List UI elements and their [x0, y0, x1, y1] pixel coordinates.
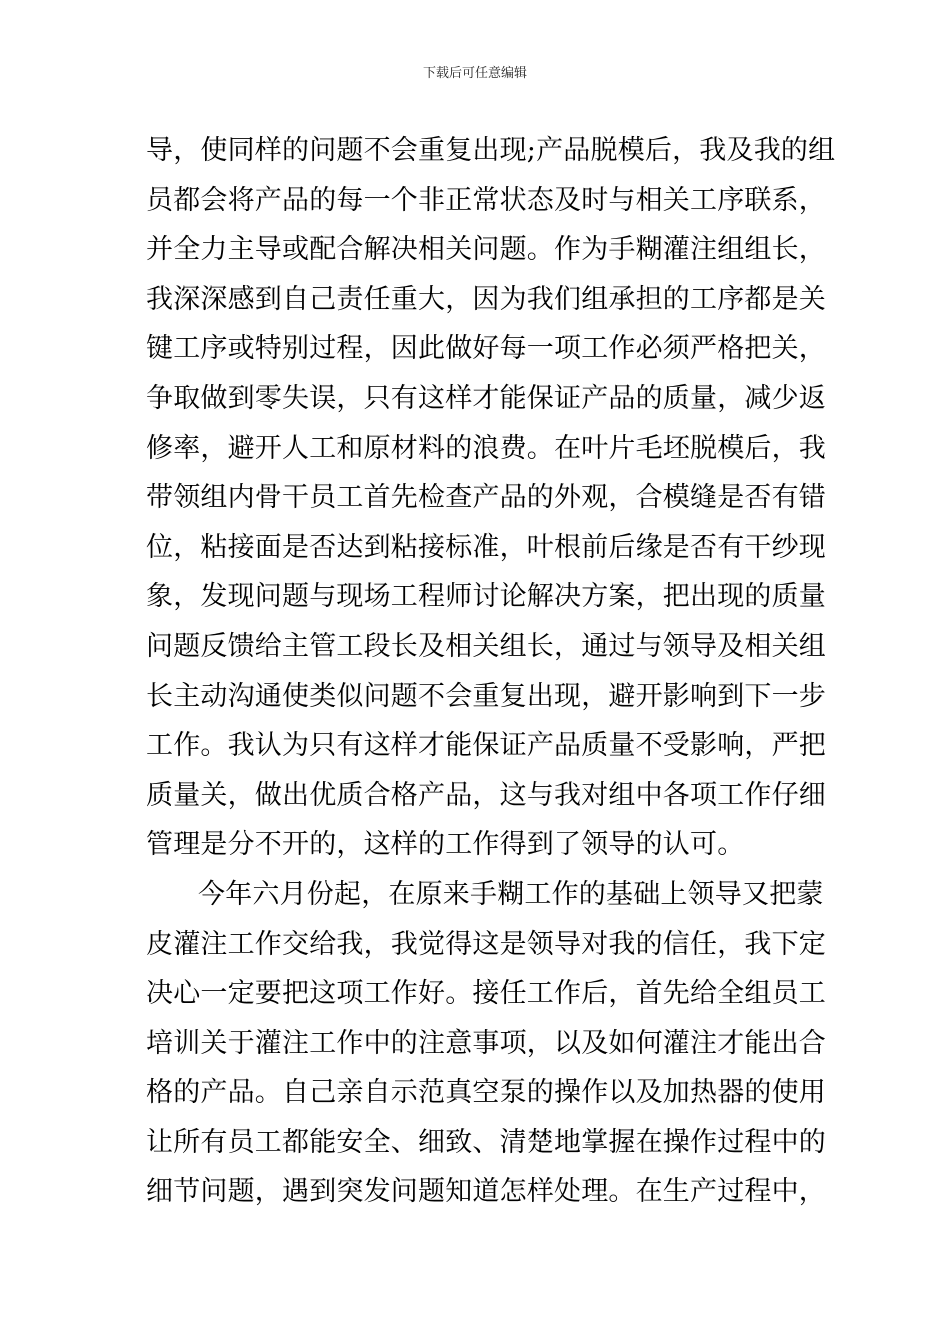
text-line: 键工序或特别过程，因此做好每一项工作必须严格把关， — [146, 333, 826, 365]
text-line: 并全力主导或配合解决相关问题。作为手糊灌注组组长， — [146, 234, 826, 266]
text-line: 质量关，做出优质合格产品，这与我对组中各项工作仔细 — [146, 779, 826, 811]
header-note: 下载后可任意编辑 — [422, 66, 527, 81]
text-line: 争取做到零失误，只有这样才能保证产品的质量，减少返 — [146, 382, 826, 414]
text-line: 长主动沟通使类似问题不会重复出现，避开影响到下一步 — [146, 680, 826, 712]
text-line: 修率，避开人工和原材料的浪费。在叶片毛坯脱模后，我 — [146, 432, 826, 464]
text-line: 培训关于灌注工作中的注意事项，以及如何灌注才能出合 — [146, 1027, 826, 1059]
text-line: 让所有员工都能安全、细致、清楚地掌握在操作过程中的 — [146, 1126, 826, 1158]
text-line: 格的产品。自己亲自示范真空泵的操作以及加热器的使用 — [146, 1077, 826, 1109]
text-line: 我深深感到自己责任重大，因为我们组承担的工序都是关 — [146, 283, 826, 315]
paragraph-1 — [146, 126, 836, 870]
text-line: 象，发现问题与现场工程师讨论解决方案，把出现的质量 — [146, 581, 826, 613]
text-line: 员都会将产品的每一个非正常状态及时与相关工序联系， — [146, 184, 826, 216]
paragraph-2 — [146, 870, 826, 1217]
text-line: 细节问题，遇到突发问题知道怎样处理。在生产过程中， — [146, 1176, 826, 1208]
text-line: 皮灌注工作交给我，我觉得这是领导对我的信任，我下定 — [146, 928, 826, 960]
text-line: 工作。我认为只有这样才能保证产品质量不受影响，严把 — [146, 730, 826, 762]
text-line: 今年六月份起，在原来手糊工作的基础上领导又把蒙 — [198, 878, 824, 910]
text-line: 决心一定要把这项工作好。接任工作后，首先给全组员工 — [146, 978, 826, 1010]
text-line: 管理是分不开的，这样的工作得到了领导的认可。 — [146, 829, 745, 861]
text-line: 问题反馈给主管工段长及相关组长，通过与领导及相关组 — [146, 630, 826, 662]
text-line: 位，粘接面是否达到粘接标准，叶根前后缘是否有干纱现 — [146, 531, 826, 563]
text-line: 导，使同样的问题不会重复出现;产品脱模后，我及我的组 — [146, 135, 836, 166]
text-line: 带领组内骨干员工首先检查产品的外观，合模缝是否有错 — [146, 482, 826, 514]
body-text — [146, 126, 836, 1217]
